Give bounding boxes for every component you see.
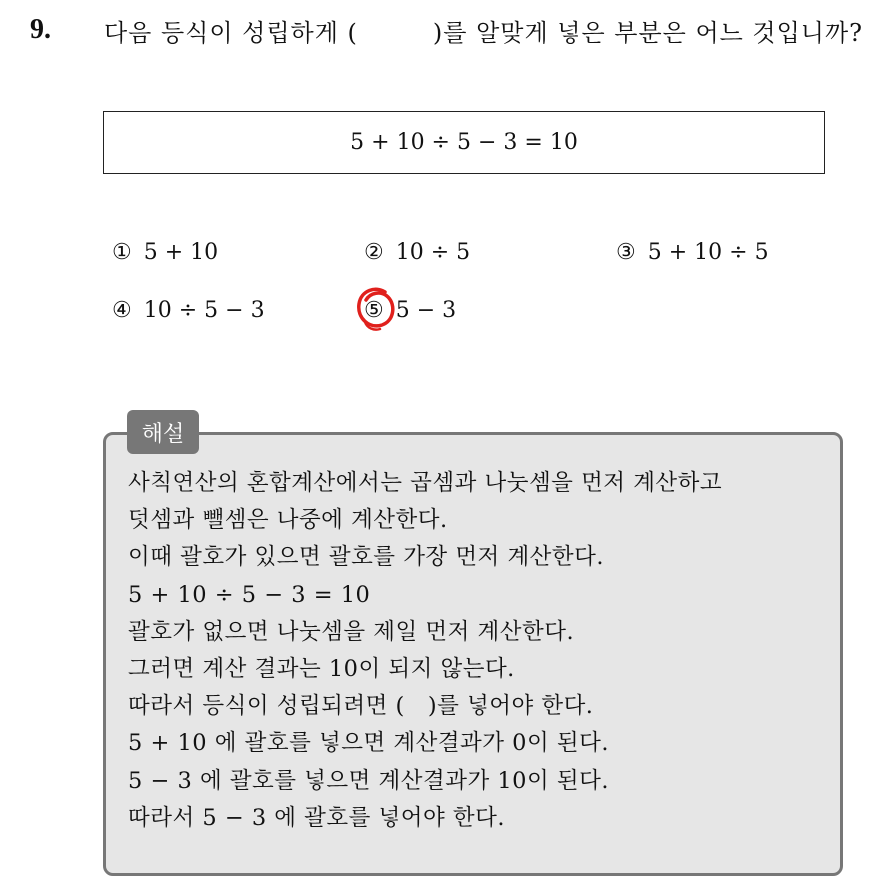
option-5-number [364,298,384,323]
solution-line-6: 그러면 계산 결과는 10이 되지 않는다. [128,656,515,683]
solution-line-9: 5 − 3 에 괄호를 넣으면 계산결과가 10이 된다. [128,767,610,794]
solution-line-10: 따라서 5 − 3 에 괄호를 넣어야 한다. [128,804,506,831]
option-3-text: 5 + 10 ÷ 5 [647,240,769,265]
equation-text: 5 + 10 ÷ 5 − 3 = 10 [350,130,578,155]
solution-box [103,432,843,876]
option-5[interactable] [364,298,456,323]
option-2-number: ② [364,240,384,265]
answer-circle-mark-icon [354,284,400,334]
option-4-text: 10 ÷ 5 − 3 [143,298,265,323]
solution-label: 해설 [127,410,199,454]
option-4[interactable] [112,298,265,323]
option-2-text: 10 ÷ 5 [395,240,471,265]
option-5-number-glyph: ⑤ [364,298,384,323]
option-4-number: ④ [112,298,132,323]
option-3[interactable] [616,240,769,265]
question-text: 다음 등식이 성립하게 ( )를 알맞게 넣은 부분은 어느 것입니까? [104,19,864,47]
option-1[interactable] [112,240,218,265]
equation-box [103,111,825,174]
solution-line-5: 괄호가 없으면 나눗셈을 제일 먼저 계산한다. [128,618,575,645]
option-1-number: ① [112,240,132,265]
solution-line-4: 5 + 10 ÷ 5 − 3 = 10 [128,581,371,608]
option-1-text: 5 + 10 [143,240,219,265]
solution-line-7: 따라서 등식이 성립되려면 ( )를 넣어야 한다. [128,693,594,720]
solution-line-1: 사칙연산의 혼합계산에서는 곱셈과 나눗셈을 먼저 계산하고 [128,470,723,496]
solution-line-3: 이때 괄호가 있으면 괄호를 가장 먼저 계산한다. [128,544,605,571]
option-5-text: 5 − 3 [395,298,457,323]
option-2[interactable] [364,240,470,265]
solution-line-8: 5 + 10 에 괄호를 넣으면 계산결과가 0이 된다. [128,730,610,757]
solution-line-2: 덧셈과 뺄셈은 나중에 계산한다. [128,507,448,534]
option-3-number: ③ [616,240,636,265]
question-number: 9. [30,14,51,45]
